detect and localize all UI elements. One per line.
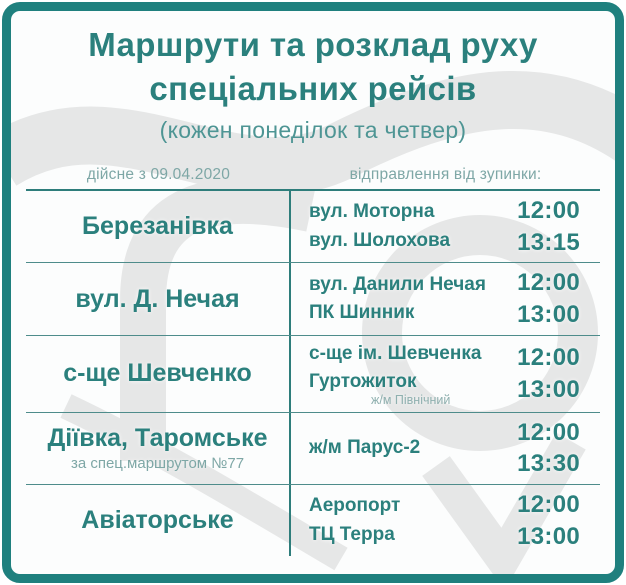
route-cell xyxy=(26,485,291,556)
stop-name: Аеропорт xyxy=(309,495,401,517)
route-cell xyxy=(26,336,291,412)
stop-name: ПК Шинник xyxy=(309,302,415,324)
valid-from-label: дійсне з 09.04.2020 xyxy=(86,166,231,184)
route-name: вул. Д. Нечая xyxy=(75,284,240,313)
times-list xyxy=(517,342,580,405)
departure-time: 12:00 xyxy=(517,197,580,225)
departure-time: 13:15 xyxy=(517,228,580,256)
schedule-table xyxy=(26,189,600,556)
detail-cell xyxy=(291,485,600,556)
departure-time: 13:00 xyxy=(517,301,580,329)
detail-cell xyxy=(291,413,600,484)
stop-name: вул. Шолохова xyxy=(309,229,451,251)
stop-name: ТЦ Терра xyxy=(309,523,395,545)
departure-from-stop-label: відправлення від зупинки: xyxy=(349,166,542,184)
stops-list xyxy=(309,340,481,408)
poster-title xyxy=(11,23,615,110)
title-line-1: Маршрути та розклад руху xyxy=(88,26,538,63)
route-name: Авіаторське xyxy=(81,506,234,535)
schedule-poster xyxy=(2,2,624,583)
detail-cell xyxy=(291,336,600,412)
stops-list xyxy=(309,434,420,463)
departure-time: 12:00 xyxy=(517,269,580,297)
departure-time: 13:00 xyxy=(517,375,580,403)
stop-name: с-ще ім. Шевченка xyxy=(309,342,482,364)
times-list xyxy=(517,267,580,330)
route-cell xyxy=(26,413,291,484)
route-cell xyxy=(26,263,291,334)
table-row xyxy=(26,335,600,412)
departure-time: 13:30 xyxy=(517,450,580,478)
route-note: за спец.маршрутом №77 xyxy=(70,455,245,473)
departure-time: 12:00 xyxy=(517,490,580,518)
stop-name: ж/м Парус-2 xyxy=(309,436,421,458)
stop-name: вул. Моторна xyxy=(309,201,435,223)
stops-list xyxy=(309,198,450,255)
table-row xyxy=(26,412,600,484)
route-name: с-ще Шевченко xyxy=(63,359,252,388)
table-row xyxy=(26,262,600,334)
departure-time: 12:00 xyxy=(517,418,580,446)
stops-list xyxy=(309,271,486,328)
stop-name: Гуртожиток xyxy=(309,371,417,393)
stop-note: ж/м Північний xyxy=(371,392,451,407)
route-cell xyxy=(26,191,291,262)
times-list xyxy=(517,417,580,480)
poster-subtitle: (кожен понеділок та четвер) xyxy=(159,117,467,144)
stop-name: вул. Данили Нечая xyxy=(309,273,486,295)
poster-content xyxy=(11,23,615,583)
times-list xyxy=(517,489,580,552)
title-line-2: спеціальних рейсів xyxy=(149,69,477,107)
route-name: Діївка, Таромське xyxy=(47,424,268,453)
table-row xyxy=(26,484,600,556)
departure-time: 12:00 xyxy=(517,343,580,371)
detail-cell xyxy=(291,263,600,334)
route-name: Березанівка xyxy=(82,212,233,241)
detail-cell xyxy=(291,191,600,262)
stops-list xyxy=(309,492,400,549)
table-row xyxy=(26,191,600,262)
times-list xyxy=(517,195,580,258)
departure-time: 13:00 xyxy=(517,522,580,550)
table-header xyxy=(26,166,600,189)
